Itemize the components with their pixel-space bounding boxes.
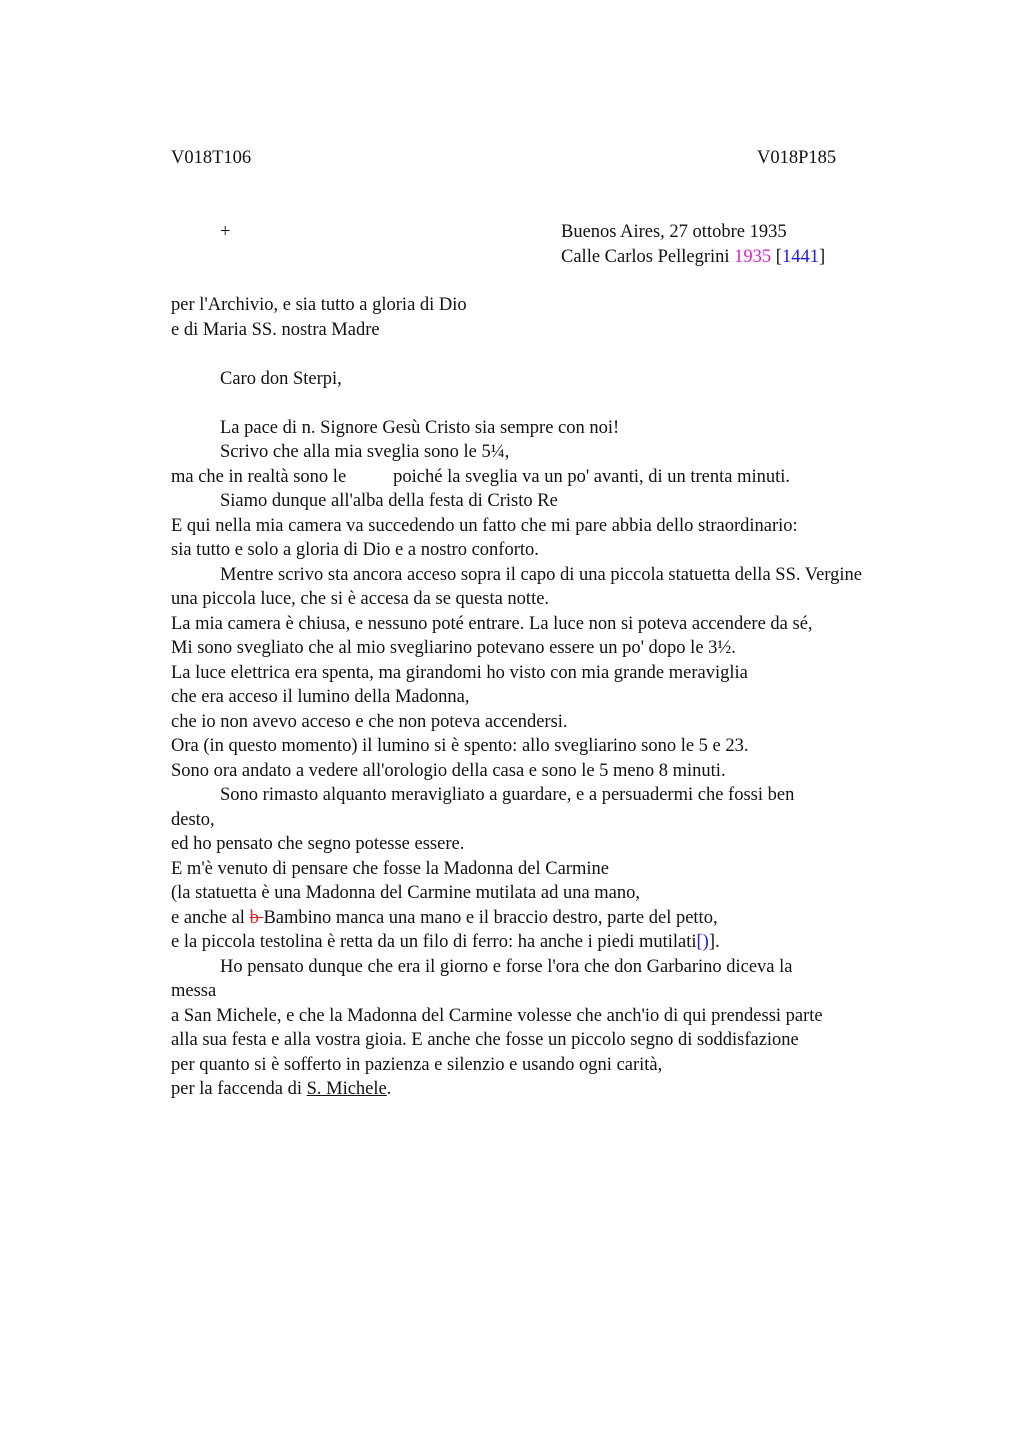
document-code-right: V018P185 bbox=[757, 148, 837, 168]
address-bracket-close: ] bbox=[818, 246, 826, 267]
blank-line bbox=[171, 391, 961, 416]
letter-line: sia tutto e solo a gloria di Dio e a nostro conforto. bbox=[171, 540, 539, 560]
letter-line: che io non avevo acceso e che non poteva accendersi. bbox=[171, 711, 568, 732]
letter-line bbox=[171, 930, 961, 955]
letter-line bbox=[171, 465, 961, 490]
letter-line: ed ho pensato che segno potesse essere. bbox=[171, 834, 465, 854]
address-number: 1935 bbox=[734, 246, 772, 267]
letter-line: desto, bbox=[171, 809, 215, 830]
letter-body bbox=[171, 293, 961, 1102]
letter-line: una piccola luce, che si è accesa da se questa notte. bbox=[171, 589, 550, 609]
letter-line bbox=[171, 1077, 961, 1102]
salutation: Caro don Sterpi, bbox=[220, 368, 342, 389]
address-street: Calle Carlos Pellegrini bbox=[561, 246, 735, 267]
letter-line: Siamo dunque all'alba della festa di Cristo Re bbox=[220, 491, 558, 511]
letter-line: messa bbox=[171, 981, 217, 1001]
letter-line: alla sua festa e alla vostra gioia. E anche che fosse un piccolo segno di soddisfazione bbox=[171, 1030, 799, 1050]
letter-line: a San Michele, e che la Madonna del Carmine volesse che anch'io di qui prendessi parte bbox=[171, 1005, 823, 1026]
letter-line: Sono rimasto alquanto meravigliato a guardare, e a persuadermi che fossi ben bbox=[220, 785, 795, 805]
place-date: Buenos Aires, 27 ottobre 1935 bbox=[561, 222, 787, 242]
letter-line: Mentre scrivo sta ancora acceso sopra il capo di una piccola statuetta della SS. Vergine bbox=[220, 564, 862, 585]
letter-line: Sono ora andato a vedere all'orologio della casa e sono le 5 meno 8 minuti. bbox=[171, 760, 726, 781]
letter-fragment: ma che in realtà sono le bbox=[171, 466, 347, 487]
document-code-left: V018T106 bbox=[171, 148, 252, 168]
editorial-note-link[interactable]: [) bbox=[696, 932, 709, 952]
letter-line: La luce elettrica era spenta, ma girandomi ho visto con mia grande meraviglia bbox=[171, 662, 748, 683]
letter-line: Ora (in questo momento) il lumino si è spento: allo svegliarino sono le 5 e 23. bbox=[171, 736, 749, 756]
letter-fragment: . bbox=[386, 1079, 392, 1099]
letter-line: (la statuetta è una Madonna del Carmine mutilata ad una mano, bbox=[171, 883, 641, 903]
letter-line: E qui nella mia camera va succedendo un fatto che mi pare abbia dello straordinario: bbox=[171, 515, 798, 536]
letter-line: Scrivo che alla mia sveglia sono le 5¼, bbox=[220, 442, 510, 462]
letter-fragment: ]. bbox=[708, 932, 720, 952]
address-bracket-open: [ bbox=[771, 246, 782, 267]
letter-line bbox=[171, 906, 961, 931]
san-michele-link[interactable]: S. Michele bbox=[306, 1079, 387, 1099]
letter-line: La pace di n. Signore Gesù Cristo sia sempre con noi! bbox=[220, 417, 620, 438]
letter-line: La mia camera è chiusa, e nessuno poté entrare. La luce non si poteva accendere da sé, bbox=[171, 613, 813, 634]
letter-line: per quanto si è sofferto in pazienza e silenzio e usando ogni carità, bbox=[171, 1054, 663, 1075]
dedication-line-1: per l'Archivio, e sia tutto a gloria di Dio bbox=[171, 295, 467, 315]
address bbox=[561, 245, 825, 270]
cross-mark: + bbox=[220, 222, 231, 242]
dedication-line-2: e di Maria SS. nostra Madre bbox=[171, 319, 380, 340]
address-alt-number-link[interactable]: 1441 bbox=[781, 246, 819, 267]
letter-fragment: per la faccenda di bbox=[171, 1079, 307, 1099]
letter-fragment: e la piccola testolina è retta da un filo di ferro: ha anche i piedi mutilati bbox=[171, 932, 697, 952]
letter-line: che era acceso il lumino della Madonna, bbox=[171, 687, 470, 707]
letter-line: Ho pensato dunque che era il giorno e forse l'ora che don Garbarino diceva la bbox=[220, 956, 793, 977]
letter-fragment: e anche al bbox=[171, 907, 250, 928]
letter-line: Mi sono svegliato che al mio svegliarino potevano essere un po' dopo le 3½. bbox=[171, 638, 736, 658]
struck-text: b bbox=[249, 907, 264, 928]
letter-line: E m'è venuto di pensare che fosse la Madonna del Carmine bbox=[171, 858, 609, 879]
blank-line bbox=[171, 342, 961, 367]
letter-fragment: Bambino manca una mano e il braccio destro, parte del petto, bbox=[263, 907, 718, 928]
letter-fragment: poiché la sveglia va un po' avanti, di un trenta minuti. bbox=[393, 466, 791, 487]
